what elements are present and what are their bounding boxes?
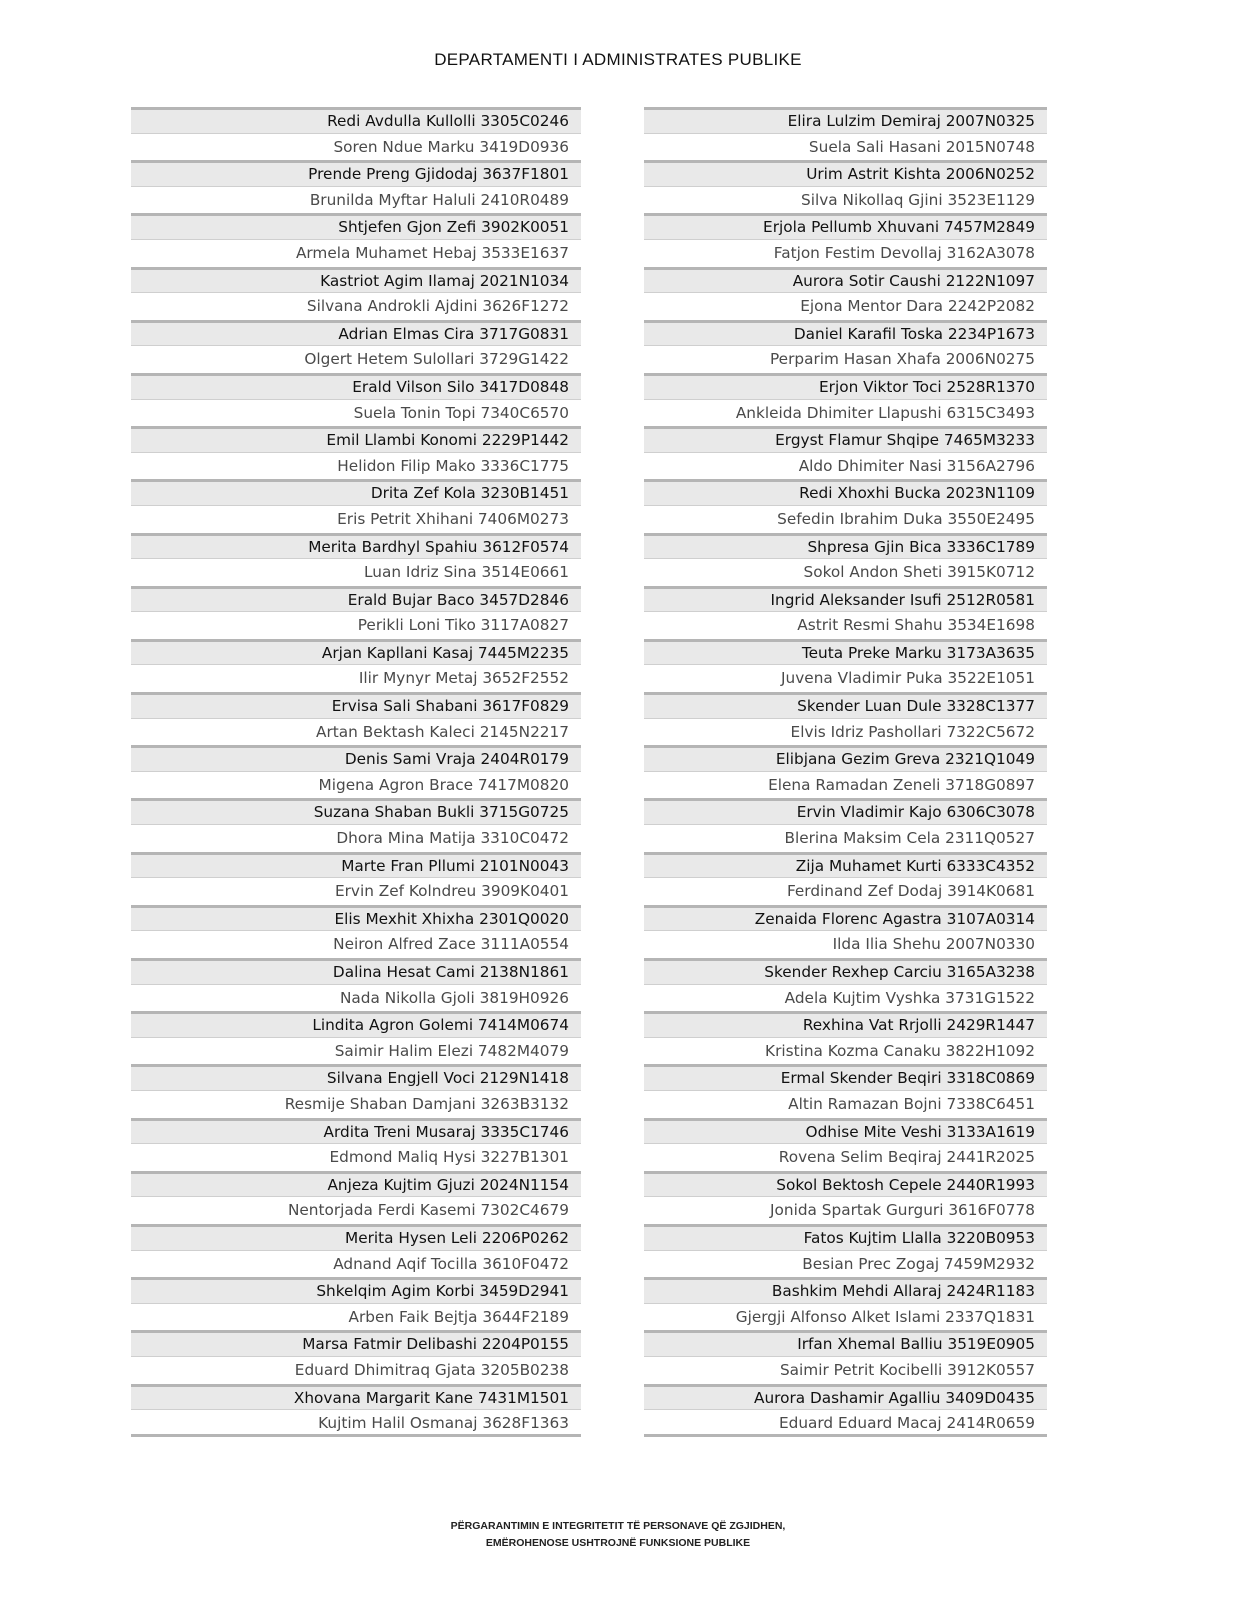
list-item: Arben Faik Bejtja 3644F2189: [131, 1304, 581, 1331]
list-item: Elira Lulzim Demiraj 2007N0325: [644, 107, 1047, 134]
list-item: Ejona Mentor Dara 2242P2082: [644, 293, 1047, 320]
list-item: Fatos Kujtim Llalla 3220B0953: [644, 1224, 1047, 1251]
list-item: Prende Preng Gjidodaj 3637F1801: [131, 160, 581, 187]
list-item: Ergyst Flamur Shqipe 7465M3233: [644, 426, 1047, 453]
list-item: Daniel Karafil Toska 2234P1673: [644, 320, 1047, 347]
list-item: Bashkim Mehdi Allaraj 2424R1183: [644, 1277, 1047, 1304]
list-item: Olgert Hetem Sulollari 3729G1422: [131, 346, 581, 373]
list-item: Besian Prec Zogaj 7459M2932: [644, 1251, 1047, 1278]
list-item: Skender Luan Dule 3328C1377: [644, 692, 1047, 719]
list-item: Rexhina Vat Rrjolli 2429R1447: [644, 1011, 1047, 1038]
list-item: Nentorjada Ferdi Kasemi 7302C4679: [131, 1197, 581, 1224]
list-item: Aldo Dhimiter Nasi 3156A2796: [644, 453, 1047, 480]
list-item: Shkelqim Agim Korbi 3459D2941: [131, 1277, 581, 1304]
list-item: Shtjefen Gjon Zefi 3902K0051: [131, 213, 581, 240]
list-item: Blerina Maksim Cela 2311Q0527: [644, 825, 1047, 852]
list-item: Elvis Idriz Pashollari 7322C5672: [644, 719, 1047, 746]
list-item: Nada Nikolla Gjoli 3819H0926: [131, 985, 581, 1012]
list-item: Eduard Eduard Macaj 2414R0659: [644, 1410, 1047, 1437]
list-item: Saimir Petrit Kocibelli 3912K0557: [644, 1357, 1047, 1384]
list-item: Erjola Pellumb Xhuvani 7457M2849: [644, 213, 1047, 240]
list-item: Anjeza Kujtim Gjuzi 2024N1154: [131, 1171, 581, 1198]
list-item: Helidon Filip Mako 3336C1775: [131, 453, 581, 480]
list-item: Armela Muhamet Hebaj 3533E1637: [131, 240, 581, 267]
list-item: Saimir Halim Elezi 7482M4079: [131, 1038, 581, 1065]
list-item: Suzana Shaban Bukli 3715G0725: [131, 798, 581, 825]
list-item: Zija Muhamet Kurti 6333C4352: [644, 852, 1047, 879]
list-item: Emil Llambi Konomi 2229P1442: [131, 426, 581, 453]
list-item: Urim Astrit Kishta 2006N0252: [644, 160, 1047, 187]
list-item: Dalina Hesat Cami 2138N1861: [131, 958, 581, 985]
list-item: Denis Sami Vraja 2404R0179: [131, 745, 581, 772]
list-item: Suela Sali Hasani 2015N0748: [644, 134, 1047, 161]
list-item: Edmond Maliq Hysi 3227B1301: [131, 1144, 581, 1171]
list-item: Xhovana Margarit Kane 7431M1501: [131, 1384, 581, 1411]
list-item: Artan Bektash Kaleci 2145N2217: [131, 719, 581, 746]
list-item: Kristina Kozma Canaku 3822H1092: [644, 1038, 1047, 1065]
list-item: Skender Rexhep Carciu 3165A3238: [644, 958, 1047, 985]
list-item: Juvena Vladimir Puka 3522E1051: [644, 665, 1047, 692]
list-item: Dhora Mina Matija 3310C0472: [131, 825, 581, 852]
list-item: Arjan Kapllani Kasaj 7445M2235: [131, 639, 581, 666]
list-item: Erald Vilson Silo 3417D0848: [131, 373, 581, 400]
list-item: Aurora Sotir Caushi 2122N1097: [644, 267, 1047, 294]
list-item: Ilir Mynyr Metaj 3652F2552: [131, 665, 581, 692]
list-item: Shpresa Gjin Bica 3336C1789: [644, 533, 1047, 560]
list-item: Silvana Androkli Ajdini 3626F1272: [131, 293, 581, 320]
list-item: Merita Bardhyl Spahiu 3612F0574: [131, 533, 581, 560]
list-item: Adela Kujtim Vyshka 3731G1522: [644, 985, 1047, 1012]
list-item: Ervin Zef Kolndreu 3909K0401: [131, 878, 581, 905]
list-item: Ervisa Sali Shabani 3617F0829: [131, 692, 581, 719]
footer-line-2: EMËROHENOSE USHTROJNË FUNKSIONE PUBLIKE: [485, 1537, 751, 1549]
list-item: Redi Avdulla Kullolli 3305C0246: [131, 107, 581, 134]
list-item: Ankleida Dhimiter Llapushi 6315C3493: [644, 400, 1047, 427]
page-title: DEPARTAMENTI I ADMINISTRATES PUBLIKE: [434, 50, 802, 69]
list-item: Ardita Treni Musaraj 3335C1746: [131, 1118, 581, 1145]
list-item: Lindita Agron Golemi 7414M0674: [131, 1011, 581, 1038]
list-item: Erald Bujar Baco 3457D2846: [131, 586, 581, 613]
right-name-column: [644, 107, 1047, 1437]
list-item: Irfan Xhemal Balliu 3519E0905: [644, 1330, 1047, 1357]
list-item: Gjergji Alfonso Alket Islami 2337Q1831: [644, 1304, 1047, 1331]
list-item: Elena Ramadan Zeneli 3718G0897: [644, 772, 1047, 799]
list-item: Brunilda Myftar Haluli 2410R0489: [131, 187, 581, 214]
list-item: Teuta Preke Marku 3173A3635: [644, 639, 1047, 666]
list-item: Erjon Viktor Toci 2528R1370: [644, 373, 1047, 400]
list-item: Suela Tonin Topi 7340C6570: [131, 400, 581, 427]
list-item: Redi Xhoxhi Bucka 2023N1109: [644, 479, 1047, 506]
list-item: Zenaida Florenc Agastra 3107A0314: [644, 905, 1047, 932]
list-item: Perparim Hasan Xhafa 2006N0275: [644, 346, 1047, 373]
list-item: Eduard Dhimitraq Gjata 3205B0238: [131, 1357, 581, 1384]
left-name-column: [131, 107, 581, 1437]
list-item: Odhise Mite Veshi 3133A1619: [644, 1118, 1047, 1145]
list-item: Resmije Shaban Damjani 3263B3132: [131, 1091, 581, 1118]
list-item: Kujtim Halil Osmanaj 3628F1363: [131, 1410, 581, 1437]
list-item: Kastriot Agim Ilamaj 2021N1034: [131, 267, 581, 294]
list-item: Marsa Fatmir Delibashi 2204P0155: [131, 1330, 581, 1357]
list-item: Adnand Aqif Tocilla 3610F0472: [131, 1251, 581, 1278]
list-item: Elis Mexhit Xhixha 2301Q0020: [131, 905, 581, 932]
list-item: Ervin Vladimir Kajo 6306C3078: [644, 798, 1047, 825]
list-item: Drita Zef Kola 3230B1451: [131, 479, 581, 506]
list-item: Eris Petrit Xhihani 7406M0273: [131, 506, 581, 533]
list-item: Silvana Engjell Voci 2129N1418: [131, 1064, 581, 1091]
list-item: Marte Fran Pllumi 2101N0043: [131, 852, 581, 879]
list-item: Luan Idriz Sina 3514E0661: [131, 559, 581, 586]
footer-line-1: PËRGARANTIMIN E INTEGRITETIT TË PERSONAVE QË ZGJIDHEN,: [450, 1520, 786, 1532]
list-item: Ilda Ilia Shehu 2007N0330: [644, 931, 1047, 958]
list-item: Adrian Elmas Cira 3717G0831: [131, 320, 581, 347]
list-item: Soren Ndue Marku 3419D0936: [131, 134, 581, 161]
list-item: Silva Nikollaq Gjini 3523E1129: [644, 187, 1047, 214]
list-item: Aurora Dashamir Agalliu 3409D0435: [644, 1384, 1047, 1411]
list-item: Sokol Andon Sheti 3915K0712: [644, 559, 1047, 586]
list-item: Perikli Loni Tiko 3117A0827: [131, 612, 581, 639]
list-item: Ermal Skender Beqiri 3318C0869: [644, 1064, 1047, 1091]
list-item: Fatjon Festim Devollaj 3162A3078: [644, 240, 1047, 267]
list-item: Ferdinand Zef Dodaj 3914K0681: [644, 878, 1047, 905]
list-item: Elibjana Gezim Greva 2321Q1049: [644, 745, 1047, 772]
list-item: Sokol Bektosh Cepele 2440R1993: [644, 1171, 1047, 1198]
list-item: Astrit Resmi Shahu 3534E1698: [644, 612, 1047, 639]
list-item: Rovena Selim Beqiraj 2441R2025: [644, 1144, 1047, 1171]
list-item: Altin Ramazan Bojni 7338C6451: [644, 1091, 1047, 1118]
list-item: Ingrid Aleksander Isufi 2512R0581: [644, 586, 1047, 613]
list-item: Merita Hysen Leli 2206P0262: [131, 1224, 581, 1251]
list-item: Migena Agron Brace 7417M0820: [131, 772, 581, 799]
list-item: Sefedin Ibrahim Duka 3550E2495: [644, 506, 1047, 533]
list-item: Jonida Spartak Gurguri 3616F0778: [644, 1197, 1047, 1224]
footer: [0, 1518, 1236, 1552]
list-item: Neiron Alfred Zace 3111A0554: [131, 931, 581, 958]
